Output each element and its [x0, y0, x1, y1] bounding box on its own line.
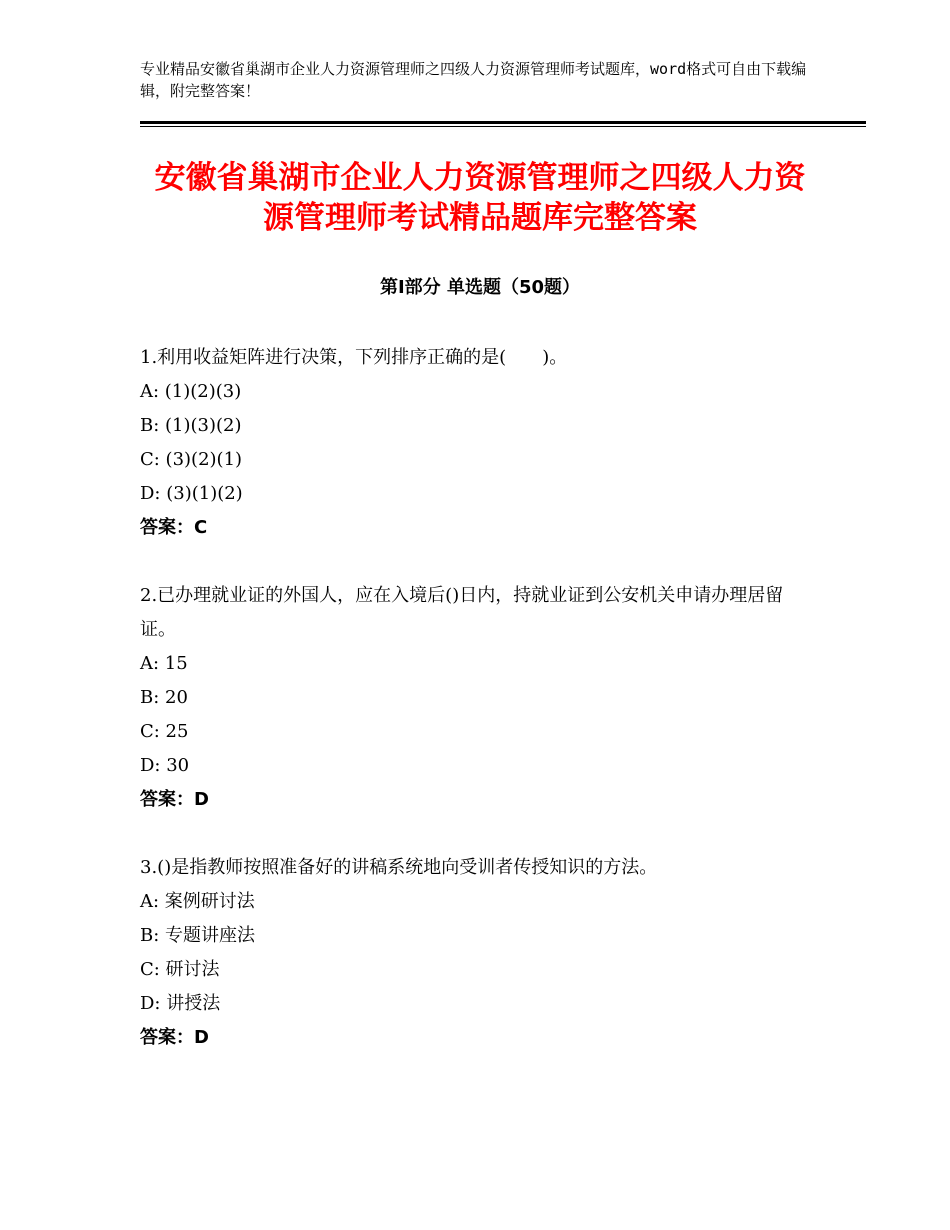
section-title: 第Ⅰ部分 单选题（50题）: [379, 277, 580, 298]
option-a: A: 案例研讨法: [140, 891, 255, 912]
document-title: 安徽省巢湖市企业人力资源管理师之四级人力资源管理师考试精品题库完整答案: [154, 160, 806, 236]
question-list: [140, 341, 810, 1089]
question-2: [140, 579, 810, 817]
option-d: D: (3)(1)(2): [140, 483, 243, 504]
option-d: D: 讲授法: [140, 993, 221, 1014]
option-c: C: 研讨法: [140, 959, 220, 980]
option-a: A: 15: [140, 653, 188, 674]
question-3: [140, 851, 810, 1055]
option-c: C: 25: [140, 721, 189, 742]
option-b: B: 20: [140, 687, 188, 708]
question-stem: 3.()是指教师按照准备好的讲稿系统地向受训者传授知识的方法。: [140, 857, 658, 878]
answer: 答案：D: [140, 789, 209, 810]
answer: 答案：C: [140, 517, 208, 538]
question-stem: 2.已办理就业证的外国人，应在入境后()日内，持就业证到公安机关申请办理居留证。: [140, 585, 784, 640]
option-d: D: 30: [140, 755, 190, 776]
answer: 答案：D: [140, 1027, 209, 1048]
option-b: B: (1)(3)(2): [140, 415, 242, 436]
header-note: 专业精品安徽省巢湖市企业人力资源管理师之四级人力资源管理师考试题库，word格式可自由下载编辑，附完整答案！: [140, 60, 807, 100]
question-stem: 1.利用收益矩阵进行决策，下列排序正确的是( )。: [140, 347, 568, 368]
option-b: B: 专题讲座法: [140, 925, 256, 946]
option-a: A: (1)(2)(3): [140, 381, 242, 402]
header-rule-thin: [140, 126, 866, 127]
option-c: C: (3)(2)(1): [140, 449, 243, 470]
header-rule-thick: [140, 121, 866, 124]
question-1: [140, 341, 810, 545]
